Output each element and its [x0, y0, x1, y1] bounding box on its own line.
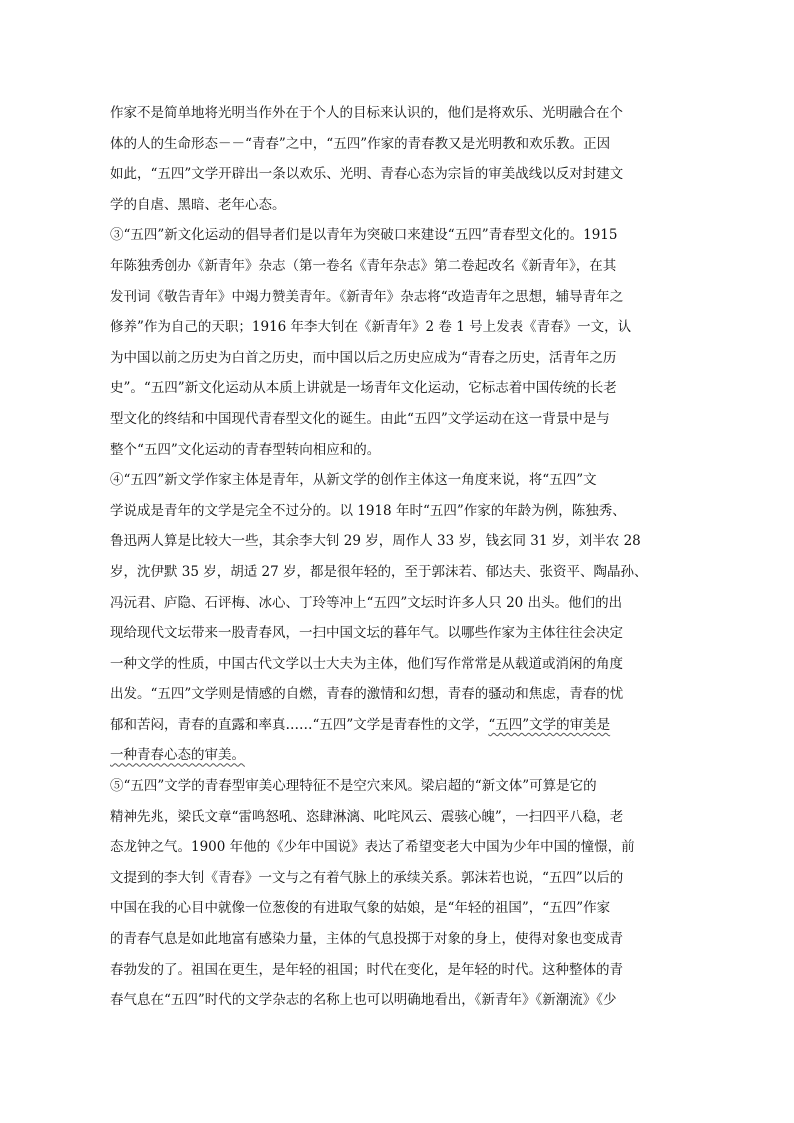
paragraph-5 — [110, 771, 688, 1016]
document-page — [110, 98, 688, 1016]
text-line: 文提到的李大钊《青春》一文与之有着气脉上的承续关系。郭沫若也说，“五四”以后的 — [110, 869, 624, 886]
paragraph-3 — [110, 220, 688, 465]
text-line-underlined — [110, 740, 688, 771]
text-line: 修养”作为自己的天职；1916 年李大钊在《新青年》2 卷 1 号上发表《青春》一文，认 — [110, 319, 632, 336]
text-line: 史”。“五四”新文化运动从本质上讲就是一场青年文化运动，它标志着中国传统的长老 — [110, 380, 617, 397]
paragraph-2-end — [110, 98, 688, 220]
text-line: 态龙钟之气。1900 年他的《少年中国说》表达了希望变老大中国为少年中国的憧憬，前 — [110, 839, 635, 856]
wavy-underlined-text: “五四”文学的审美是 — [488, 716, 611, 733]
text-line: 岁，沈伊默 35 岁，胡适 27 岁，都是很年轻的，至于郭沫若、郁达夫、张资平、陶晶孙、 — [110, 563, 648, 580]
wavy-underlined-text: 一种青春心态的审美。 — [110, 747, 245, 764]
text-line: 年陈独秀创办《新青年》杂志（第一卷名《青年杂志》第二卷起改名《新青年》，在其 — [110, 257, 617, 274]
text-line: ③“五四”新文化运动的倡导者们是以青年为突破口来建设“五四”青春型文化的。1915 — [110, 227, 618, 244]
paragraph-4 — [110, 465, 688, 771]
text-line: 一种文学的性质，中国古代文学以士大夫为主体，他们写作常常是从载道或消闲的角度 — [110, 655, 623, 672]
text-line: 学的自虐、黑暗、老年心态。 — [110, 196, 286, 213]
text-line: 的青春气息是如此地富有感染力量，主体的气息投掷于对象的身上，使得对象也变成青 — [110, 931, 623, 948]
text-line: 春勃发的了。祖国在更生，是年轻的祖国；时代在变化，是年轻的时代。这种整体的青 — [110, 961, 623, 978]
text-line: 精神先兆，梁氏文章“雷鸣怒吼、恣肆淋漓、叱咤风云、震骇心魄”，一扫四平八稳，老 — [110, 808, 624, 825]
text-line: 整个“五四”文化运动的青春型转向相应和的。 — [110, 441, 381, 458]
text-line: 出发。“五四”文学则是情感的自燃，青春的激情和幻想，青春的骚动和焦虑，青春的忧 — [110, 686, 624, 703]
text-line: 作家不是简单地将光明当作外在于个人的目标来认识的，他们是将欢乐、光明融合在个 — [110, 105, 623, 121]
text-line: 现给现代文坛带来一股青春风，一扫中国文坛的暮年气。以哪些作家为主体往往会决定 — [110, 625, 623, 642]
text-line: 发刊词《敬告青年》中竭力赞美青年。《新青年》杂志将“改造青年之思想，辅导青年之 — [110, 288, 624, 305]
text-line: 中国在我的心目中就像一位葱俊的有进取气象的姑娘，是“年轻的祖国”，“五四”作家 — [110, 900, 611, 917]
text-line: ④“五四”新文学作家主体是青年，从新文学的创作主体这一角度来说，将“五四”文 — [110, 472, 597, 489]
text-line: 学说成是青年的文学是完全不过分的。以 1918 年时“五四”作家的年龄为例，陈独秀、 — [110, 502, 626, 519]
text-segment: 郁和苦闷，青春的直露和率真……“五四”文学是青春性的文学， — [110, 716, 489, 733]
text-line: 春气息在“五四”时代的文学杂志的名称上也可以明确地看出，《新青年》《新潮流》《少 — [110, 992, 617, 1009]
text-line: 鲁迅两人算是比较大一些，其余李大钊 29 岁，周作人 33 岁，钱玄同 31 岁，刘半农 28 — [110, 533, 641, 550]
text-line: 体的人的生命形态－－“青春”之中，“五四”作家的青春教又是光明教和欢乐教。正因 — [110, 135, 611, 152]
text-line-underlined — [110, 710, 688, 741]
text-line: 为中国以前之历史为白首之历史，而中国以后之历史应成为“青春之历史，活青年之历 — [110, 349, 617, 366]
text-line: 冯沅君、庐隐、石评梅、冰心、丁玲等冲上“五四”文坛时许多人只 20 出头。他们的出 — [110, 594, 623, 611]
text-line: 如此，“五四”文学开辟出一条以欢乐、光明、青春心态为宗旨的审美战线以反对封建文 — [110, 166, 624, 183]
text-line: 型文化的终结和中国现代青春型文化的诞生。由此“五四”文学运动在这一背景中是与 — [110, 410, 610, 427]
text-line: ⑤“五四”文学的青春型审美心理特征不是空穴来风。梁启超的“新文体”可算是它的 — [110, 778, 597, 795]
